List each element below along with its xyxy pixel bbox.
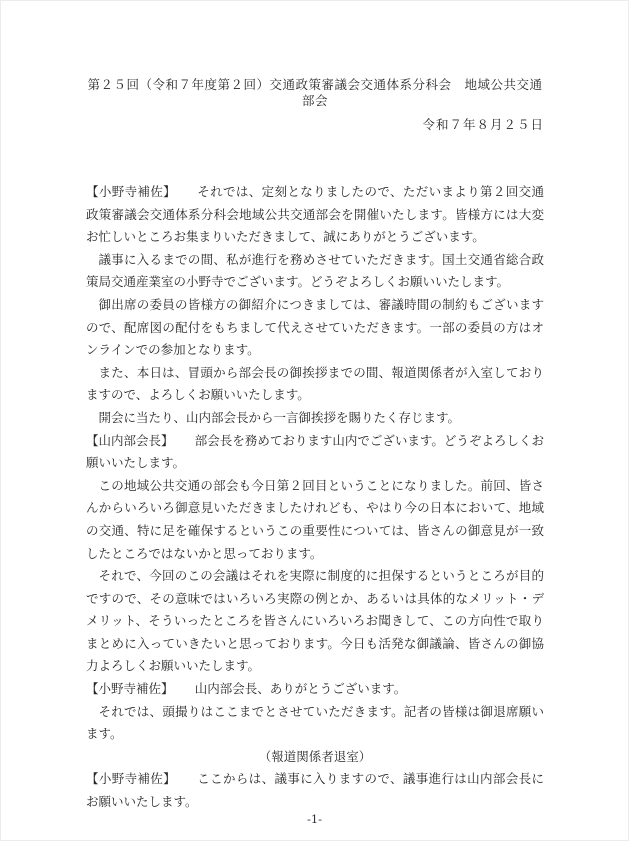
transcript-paragraph: [86, 407, 544, 430]
transcript-paragraph: [86, 565, 544, 678]
transcript-paragraph: [86, 475, 544, 565]
document-date: 令和７年８月２５日: [422, 117, 544, 132]
utterance-text: また、本日は、冒頭から部会長の御挨拶までの間、報道関係者が入室しておりますので、よろしくお願いいたします。: [86, 364, 544, 403]
transcript-paragraph: [86, 249, 544, 294]
transcript-paragraph: [86, 362, 544, 407]
speaker-label: 【小野寺補佐】: [86, 184, 177, 199]
utterance-text: 御出席の委員の皆様方の御紹介につきましては、審議時間の制約もございますので、配席図の配付をもちまして代えさせていただきます。一部の委員の方はオンラインでの参加となります。: [86, 296, 544, 358]
transcript-paragraph: [86, 430, 544, 475]
transcript-body: [86, 181, 544, 814]
transcript-paragraph: [86, 181, 544, 249]
utterance-text: 山内部会長、ありがとうございます。: [194, 681, 407, 697]
speaker-label: 【山内部会長】: [86, 432, 174, 448]
transcript-paragraph: [86, 678, 544, 701]
page-number: -1-: [306, 812, 323, 826]
stage-direction: [86, 746, 544, 769]
utterance-text: それでは、頭撮りはここまでとさせていただきます。記者の皆様は御退席願います。: [86, 703, 544, 742]
utterance-text: ここからは、議事に入りますので、議事進行は山内部会長にお願いいたします。: [86, 771, 544, 810]
utterance-text: この地域公共交通の部会も今日第２回目ということになりました。前回、皆さんからいろいろ御意見いただきましたけれども、やはり今の日本において、地域の交通、特に足を確保するというこの重要性については、皆さんの御意見が一致したところではないかと思っております。: [86, 477, 544, 561]
speaker-label: 【小野寺補佐】: [86, 771, 177, 787]
utterance-text: （報道関係者退室）: [258, 748, 372, 764]
utterance-text: 部会長を務めております山内でございます。どうぞよろしくお願いいたします。: [86, 432, 544, 471]
transcript-paragraph: [86, 768, 544, 813]
utterance-text: それでは、定刻となりましたので、ただいまより第２回交通政策審議会交通体系分科会地域公共交通部会を開催いたします。皆様方には大変お忙しいところお集まりいただきまして、誠にありがとうございます。: [86, 184, 544, 245]
speaker-label: 【小野寺補佐】: [86, 681, 174, 697]
transcript-paragraph: [86, 701, 544, 746]
utterance-text: 開会に当たり、山内部会長から一言御挨拶を賜りたく存じます。: [98, 409, 461, 425]
utterance-text: それで、今回のこの会議はそれを実際に制度的に担保するというところが目的ですので、その意味ではいろいろ実際の例とか、あるいは具体的なメリット・デメリット、そういったところを皆さんにいろいろお聞きして、この方向性で取りまとめに入っていきたいと思っております。今日も活発な御議論、皆さんの御協力よろしくお願いいたします。: [86, 568, 544, 674]
utterance-text: 議事に入るまでの間、私が進行を務めさせていただきます。国土交通省総合政策局交通産業室の小野寺でございます。どうぞよろしくお願いいたします。: [86, 251, 544, 290]
document-title: 第２５回（令和７年度第２回）交通政策審議会交通体系分科会 地域公共交通部会: [87, 77, 543, 108]
transcript-paragraph: [86, 294, 544, 362]
